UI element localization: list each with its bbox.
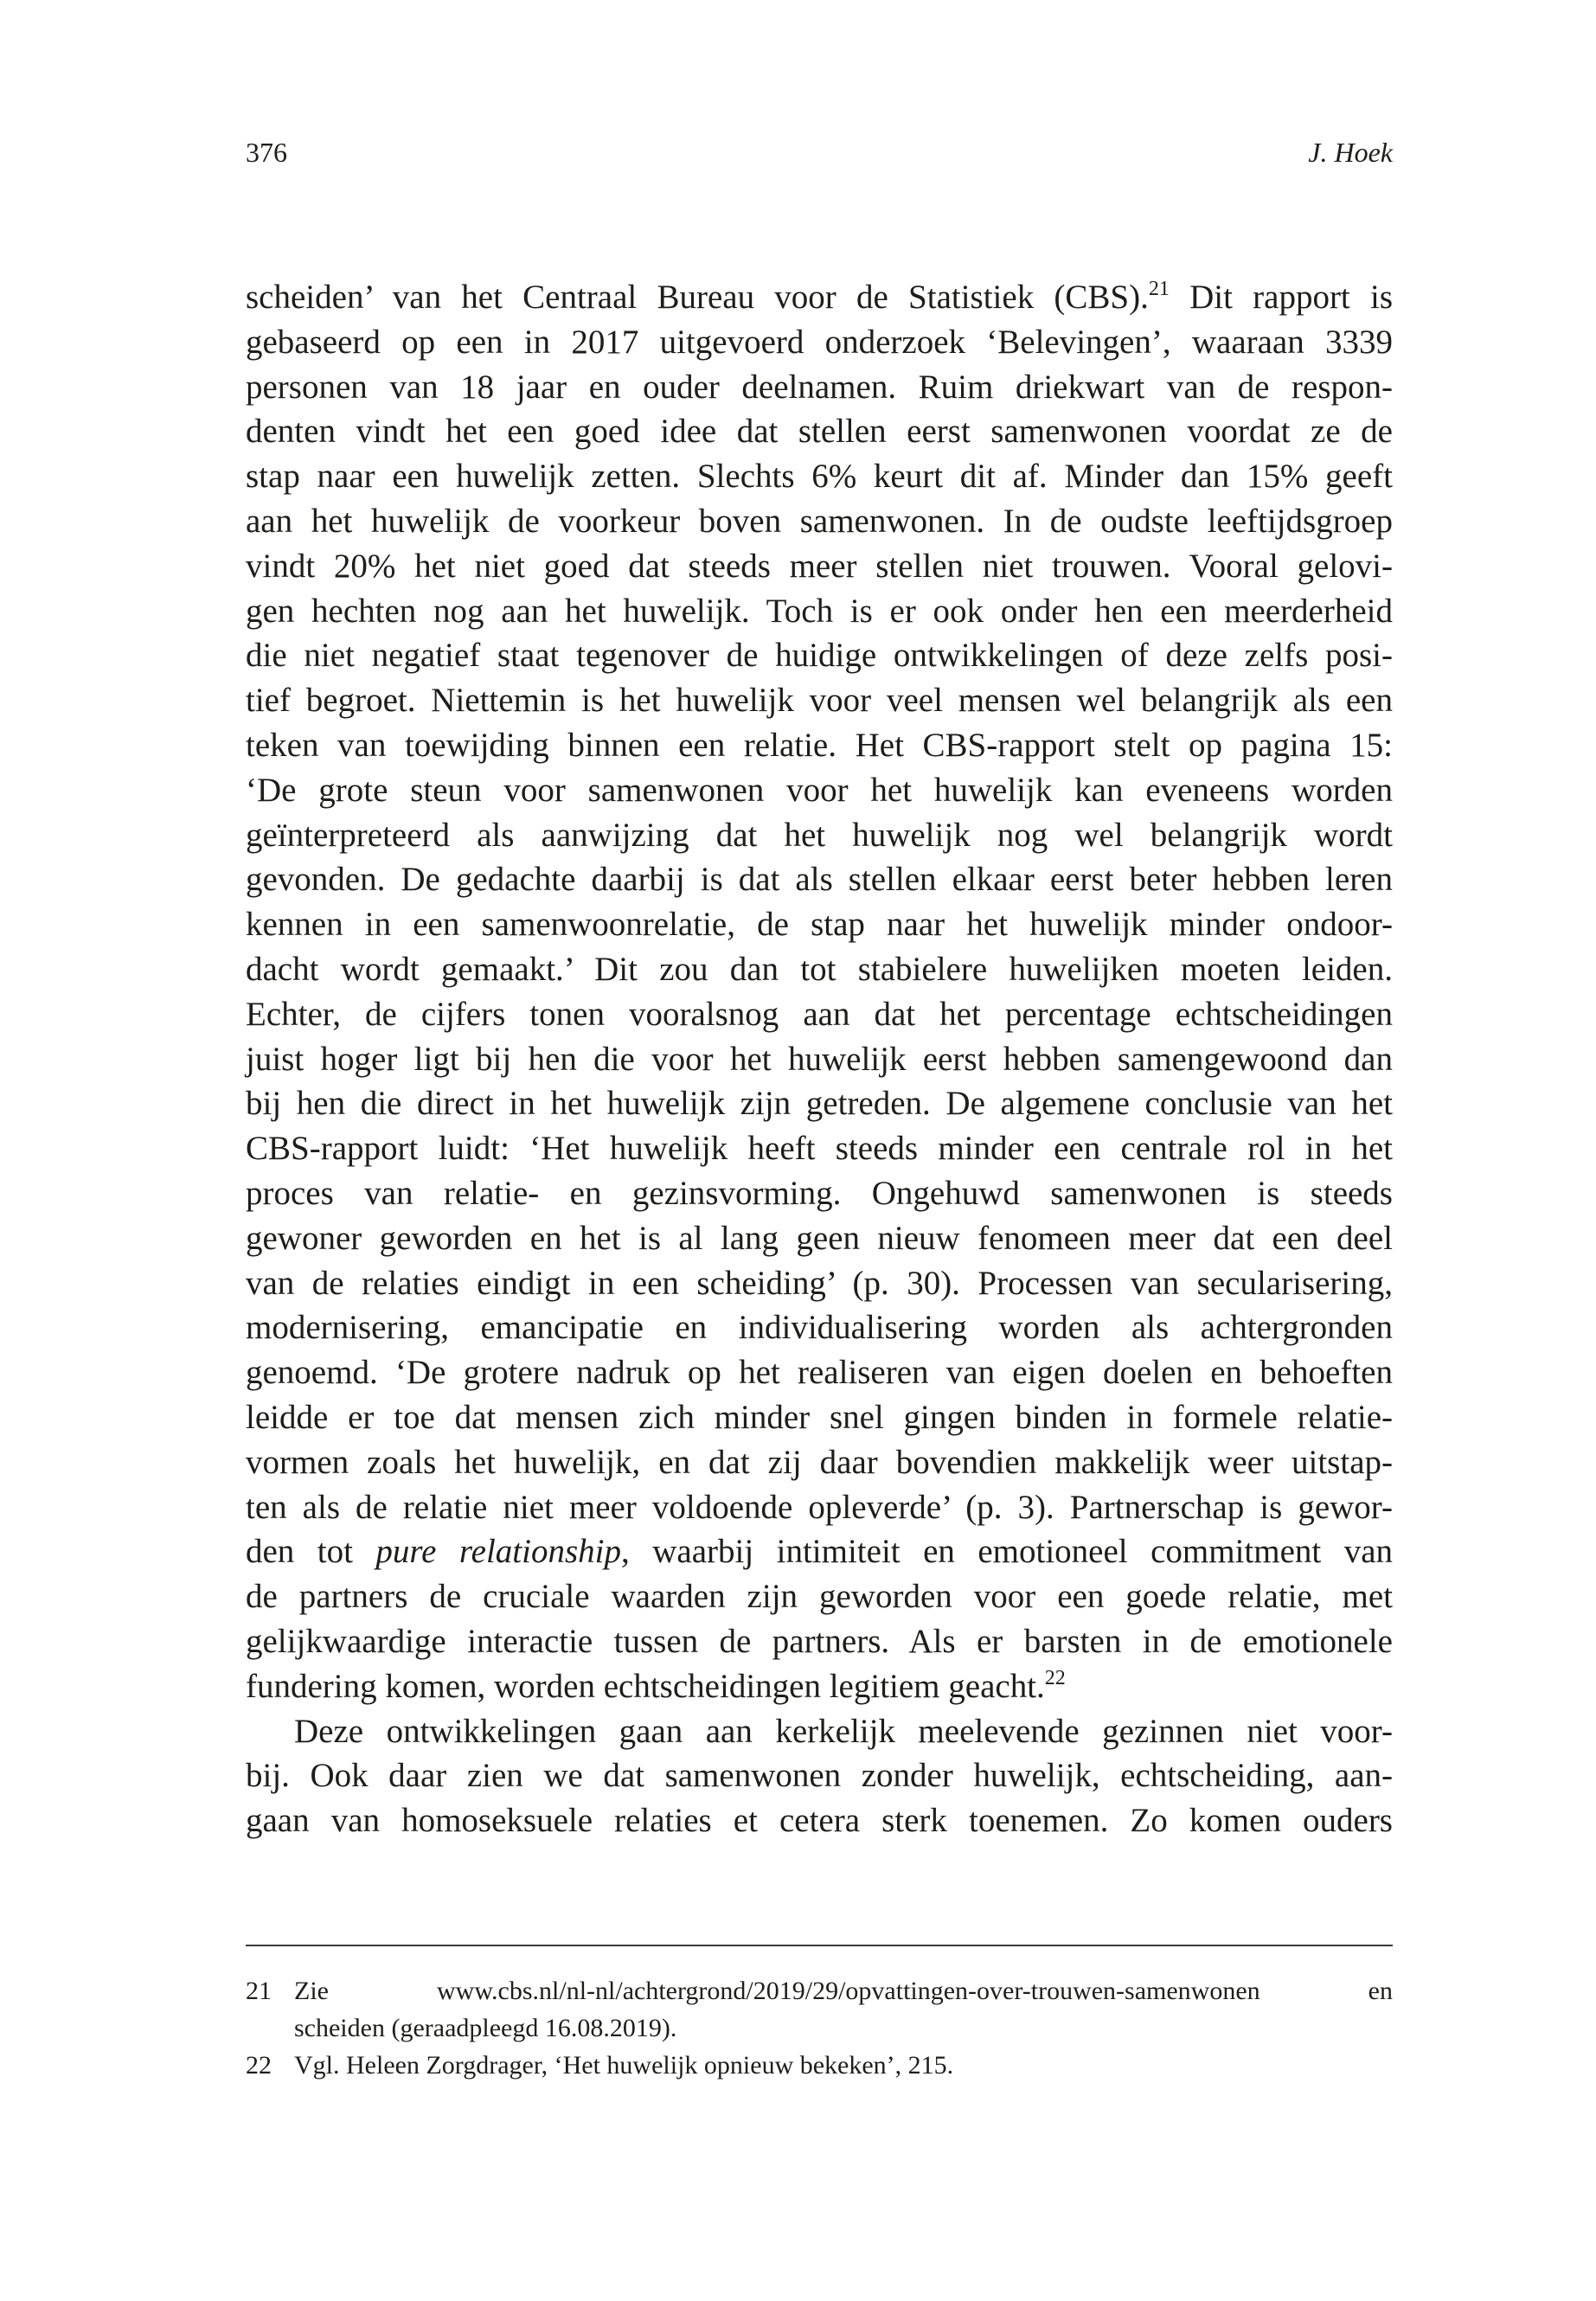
text-line: fundering komen, worden echtscheidingen legitiem geacht.$^{22}$ — [246, 1666, 1066, 1705]
text-line: van de relaties eindigt in een scheiding’ (p. 30). Processen van secularisering, — [246, 1264, 1393, 1302]
text-line: bij. Ook daar zien we dat samenwonen zonder huwelijk, echtscheiding, aan- — [246, 1757, 1393, 1795]
text-line: dacht wordt gemaakt.’ Dit zou dan tot stabielere huwelijken moeten leiden. — [246, 950, 1393, 988]
footnote-22 — [246, 2047, 1393, 2084]
text-line: gen hechten nog aan het huwelijk. Toch is er ook onder hen een meerderheid — [246, 592, 1393, 630]
text-line: genoemd. ‘De grotere nadruk op het realiseren van eigen doelen en behoeften — [246, 1354, 1393, 1392]
footnote-text: Vgl. Heleen Zorgdrager, ‘Het huwelijk opnieuw bekeken’, 215. — [294, 2051, 954, 2080]
page-number: 376 — [246, 137, 287, 168]
footnote-21 — [246, 1972, 1393, 2047]
paragraph-1 — [246, 275, 1393, 1709]
text-line: denten vindt het een goed idee dat stellen eerst samenwonen voordat ze de — [246, 413, 1393, 451]
text-line: modernisering, emancipatie en individualisering worden als achtergronden — [246, 1309, 1393, 1347]
text-line: die niet negatief staat tegenover de huidige ontwikkelingen of deze zelfs posi- — [246, 637, 1393, 675]
text-line: stap naar een huwelijk zetten. Slechts 6% keurt dit af. Minder dan 15% geeft — [246, 458, 1393, 496]
footnote-number: 21 — [246, 1977, 272, 2005]
footnote-ref-22[interactable]: 22 — [1044, 1666, 1066, 1689]
footnote-text: scheiden (geraadpleegd 16.08.2019). — [294, 2014, 677, 2042]
text-line: personen van 18 jaar en ouder deelnamen. Ruim driekwart van de respon- — [246, 368, 1393, 406]
text-line: ‘De grote steun voor samenwonen voor het huwelijk kan eveneens worden — [246, 771, 1393, 809]
text-line: gebaseerd op een in 2017 uitgevoerd onderzoek ‘Belevingen’, waaraan 3339 — [246, 323, 1393, 361]
running-author: J. Hoek — [1308, 137, 1393, 168]
text-line: gevonden. De gedachte daarbij is dat als stellen elkaar eerst beter hebben leren — [246, 861, 1393, 899]
text-line: scheiden’ van het Centraal Bureau voor de Statistiek (CBS).$^{21}$ Dit rapport is — [246, 278, 1393, 316]
text-line: vindt 20% het niet goed dat steeds meer stellen niet trouwen. Vooral gelovi- — [246, 547, 1393, 585]
text-line: tief begroet. Niettemin is het huwelijk voor veel mensen wel belangrijk als een — [246, 682, 1393, 720]
text-line: geïnterpreteerd als aanwijzing dat het huwelijk nog wel belangrijk wordt — [246, 816, 1393, 854]
running-header — [246, 137, 1393, 180]
text-line: Echter, de cijfers tonen vooralsnog aan dat het percentage echtscheidingen — [246, 995, 1393, 1033]
text-line: CBS-rapport luidt: ‘Het huwelijk heeft steeds minder een centrale rol in het — [246, 1130, 1393, 1168]
text-line: juist hoger ligt bij hen die voor het huwelijk eerst hebben samengewoond dan — [246, 1040, 1393, 1078]
footnote-text: Zie www.cbs.nl/nl-nl/achtergrond/2019/29/opvattingen-over-trouwen-samenwonen en — [294, 1977, 1393, 2005]
text-line: de partners de cruciale waarden zijn geworden voor een goede relatie, met — [246, 1578, 1393, 1616]
footnote-ref-21[interactable]: 21 — [1148, 278, 1170, 300]
text-line: Deze ontwikkelingen gaan aan kerkelijk meelevende gezinnen niet voor- — [294, 1712, 1393, 1750]
text-line: aan het huwelijk de voorkeur boven samenwonen. In de oudste leeftijdsgroep — [246, 502, 1393, 540]
text-line: gelijkwaardige interactie tussen de partners. Als er barsten in de emotionele — [246, 1622, 1393, 1660]
footnote-divider — [246, 1945, 1393, 1946]
body-text — [246, 275, 1393, 1843]
text-line: gaan van homoseksuele relaties et cetera sterk toenemen. Zo komen ouders — [246, 1802, 1393, 1840]
text-line: den tot pure relationship, waarbij intimiteit en emotioneel commitment van — [246, 1533, 1394, 1571]
paragraph-2 — [246, 1709, 1393, 1843]
footnote-number: 22 — [246, 2051, 272, 2080]
text-line: teken van toewijding binnen een relatie. Het CBS-rapport stelt op pagina 15: — [246, 726, 1393, 764]
text-line: proces van relatie- en gezinsvorming. Ongehuwd samenwonen is steeds — [246, 1174, 1393, 1212]
text-line: gewoner geworden en het is al lang geen nieuw fenomeen meer dat een deel — [246, 1219, 1393, 1257]
italic-term: pure relationship — [375, 1533, 621, 1571]
text-line: kennen in een samenwoonrelatie, de stap naar het huwelijk minder ondoor- — [246, 906, 1393, 944]
text-line: vormen zoals het huwelijk, en dat zij daar bovendien makkelijk weer uitstap- — [246, 1443, 1393, 1481]
text-line: leidde er toe dat mensen zich minder snel gingen binden in formele relatie- — [246, 1398, 1393, 1436]
text-line: bij hen die direct in het huwelijk zijn getreden. De algemene conclusie van het — [246, 1085, 1393, 1123]
footnotes — [246, 1972, 1393, 2084]
text-line: ten als de relatie niet meer voldoende opleverde’ (p. 3). Partnerschap is gewor- — [246, 1488, 1393, 1526]
